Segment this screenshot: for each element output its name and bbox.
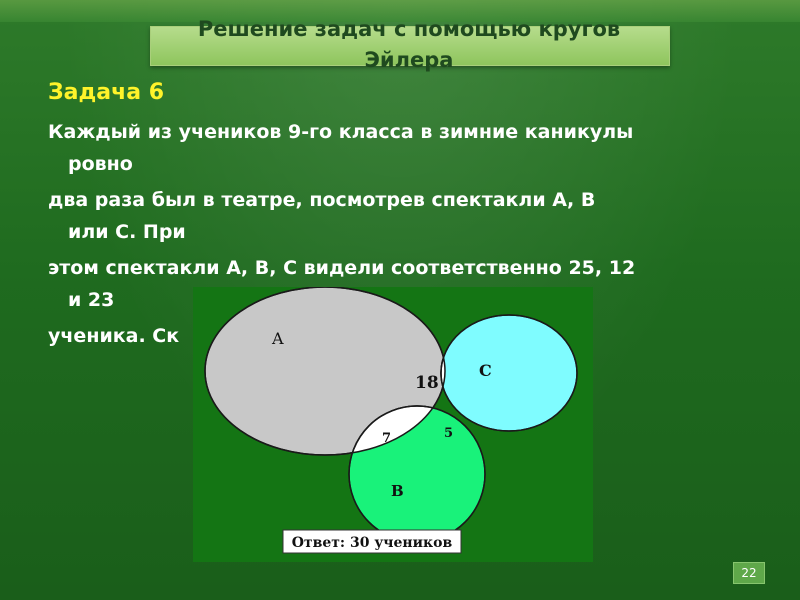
label-b: B (391, 482, 404, 500)
venn-svg (193, 287, 593, 562)
task-line-2: ровно (68, 153, 133, 175)
label-a: A (272, 329, 284, 348)
answer-text: Ответ: 30 учеников (291, 535, 453, 551)
slide-title: Решение задач с помощью кругов Эйлера (197, 17, 621, 72)
task-line-7: ученика. Ск (48, 325, 180, 347)
task-line-1: Каждый из учеников 9-го класса в зимние каникулы (48, 121, 634, 143)
task-line-6: и 23 (68, 289, 115, 311)
task-paragraph-1 (48, 116, 748, 180)
task-heading: Задача 6 (48, 80, 165, 105)
value-ac: 18 (415, 373, 439, 393)
task-line-3: два раза был в театре, посмотрев спектакли А, В (48, 189, 596, 211)
task-paragraph-2 (48, 184, 748, 248)
label-c: C (479, 361, 492, 380)
page-number: 22 (733, 562, 765, 584)
task-line-5: этом спектакли А, В, С видели соответственно 25, 12 (48, 257, 636, 279)
venn-diagram (193, 287, 593, 562)
value-bc: 5 (444, 426, 454, 441)
task-line-4: или С. При (68, 221, 186, 243)
value-ab: 7 (382, 431, 392, 446)
